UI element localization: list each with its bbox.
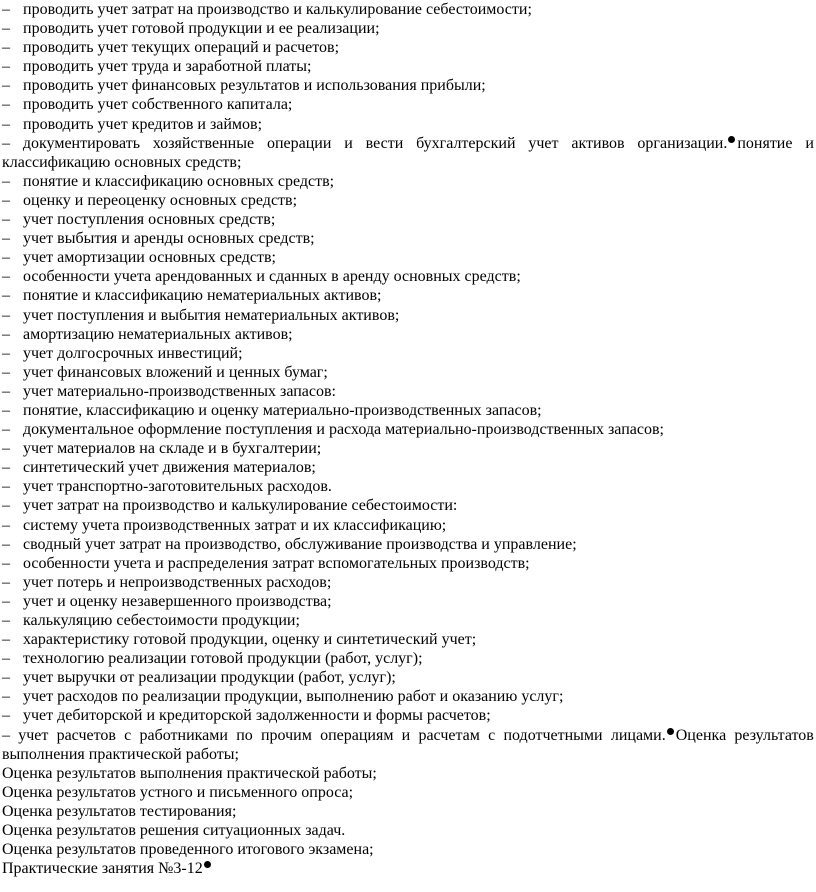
list-dash: –	[2, 249, 10, 267]
justified-list-item	[2, 134, 814, 153]
list-dash: –	[2, 516, 10, 534]
list-dash: –	[2, 612, 10, 629]
list-item-text: проводить учет кредитов и займов;	[23, 115, 263, 133]
continuation-line: выполнения практической работы;	[2, 745, 239, 763]
word: и	[401, 726, 411, 744]
list-item-text: оценку и переоценку основных средств;	[23, 191, 298, 209]
list-dash: –	[2, 440, 10, 458]
word: операции	[266, 134, 332, 152]
bullet-icon	[728, 136, 735, 143]
list-item-text: учет потерь и непроизводственных расходов;	[23, 573, 332, 591]
list-item	[2, 516, 814, 535]
word: вести	[365, 134, 404, 152]
word: –	[2, 726, 10, 744]
word: учет	[528, 134, 559, 152]
list-item	[2, 535, 814, 554]
list-dash: –	[2, 631, 10, 649]
list-dash: –	[2, 344, 10, 362]
list-item	[2, 325, 814, 344]
word: и	[344, 134, 353, 152]
list-item	[2, 0, 814, 19]
list-dash: –	[2, 707, 10, 725]
list-item-text: технологию реализации готовой продукции (работ, услуг);	[23, 650, 423, 668]
list-dash: –	[2, 363, 10, 381]
list-item-text: особенности учета арендованных и сданных в аренду основных средств;	[23, 268, 521, 286]
assessment-line: Оценка результатов проведенного итогового экзамена;	[2, 841, 374, 859]
list-dash: –	[2, 77, 10, 95]
list-item-text: учет дебиторской и кредиторской задолженности и формы расчетов;	[23, 707, 491, 725]
word: прочим	[260, 726, 312, 744]
list-dash: –	[2, 688, 10, 706]
list-item	[2, 191, 814, 210]
list-dash: –	[2, 39, 10, 57]
list-item-text: учет амортизации основных средств;	[23, 249, 276, 267]
word: –	[2, 134, 10, 152]
list-dash: –	[2, 592, 10, 610]
list-item	[2, 573, 814, 592]
word: с	[488, 726, 496, 744]
list-item	[2, 344, 814, 363]
word: операциям	[320, 726, 394, 744]
list-item	[2, 363, 814, 382]
list-dash: –	[2, 478, 10, 496]
list-dash: –	[2, 382, 10, 400]
list-item	[2, 611, 814, 630]
word: Оценка	[675, 726, 727, 744]
list-item	[2, 38, 814, 57]
list-dash: –	[2, 401, 10, 419]
assessment-line: Оценка результатов решения ситуационных задач.	[2, 822, 346, 840]
list-item	[2, 401, 814, 420]
list-item-text: проводить учет готовой продукции и ее реализации;	[23, 20, 380, 38]
word-with-bullet	[637, 134, 792, 153]
justified-list-item	[2, 726, 814, 745]
list-item	[2, 267, 814, 286]
list-item-text: учет материально-производственных запасов:	[23, 382, 336, 400]
list-item	[2, 630, 814, 649]
list-dash: –	[2, 191, 10, 209]
list-item	[2, 229, 814, 248]
word: расчетов	[56, 726, 116, 744]
list-dash: –	[2, 497, 10, 515]
list-item-text: характеристику готовой продукции, оценку и синтетический учет;	[23, 631, 477, 649]
list-item-text: проводить учет текущих операций и расчетов;	[23, 39, 340, 57]
list-item-text: проводить учет труда и заработной платы;	[23, 58, 312, 76]
list-item-text: понятие и классификацию нематериальных активов;	[23, 287, 382, 305]
list-dash: –	[2, 211, 10, 229]
list-item-text: документальное оформление поступления и расхода материально-производственных запасов;	[23, 421, 664, 439]
word: с	[124, 726, 132, 744]
list-dash: –	[2, 669, 10, 687]
word: документировать	[22, 134, 140, 152]
list-item-text: амортизацию нематериальных активов;	[23, 325, 293, 343]
list-item-text: понятие и классификацию основных средств;	[23, 172, 335, 190]
list-item	[2, 210, 814, 229]
list-item-text: калькуляцию себестоимости продукции;	[23, 612, 300, 629]
list-item-text: учет долгосрочных инвестиций;	[23, 344, 243, 362]
list-item	[2, 19, 814, 38]
list-item	[2, 496, 814, 515]
bullet-icon	[667, 728, 674, 735]
list-item	[2, 649, 814, 668]
list-dash: –	[2, 268, 10, 286]
bullet-icon	[204, 861, 211, 868]
list-item-text: проводить учет затрат на производство и калькулирование себестоимости;	[23, 1, 532, 18]
practical-sessions-text: Практические занятия №3-12	[2, 860, 203, 878]
list-dash: –	[2, 58, 10, 76]
list-item	[2, 248, 814, 267]
list-dash: –	[2, 172, 10, 190]
list-dash: –	[2, 115, 10, 133]
word: активов	[571, 134, 625, 152]
list-dash: –	[2, 1, 10, 18]
practical-sessions-line	[2, 859, 814, 878]
list-item	[2, 172, 814, 191]
list-item-text: учет расходов по реализации продукции, выполнению работ и оказанию услуг;	[23, 688, 564, 706]
word: по	[236, 726, 253, 744]
list-item-text: учет выбытия и аренды основных средств;	[23, 230, 315, 248]
list-item	[2, 115, 814, 134]
list-dash: –	[2, 230, 10, 248]
list-item-text: учет поступления основных средств;	[23, 211, 276, 229]
list-dash: –	[2, 96, 10, 114]
list-item	[2, 76, 814, 95]
word-with-bullet	[611, 726, 726, 745]
list-item	[2, 439, 814, 458]
list-dash: –	[2, 459, 10, 477]
word: понятие	[737, 134, 793, 152]
word: работниками	[139, 726, 228, 744]
list-item	[2, 95, 814, 114]
list-item	[2, 458, 814, 477]
list-item-text: учет материалов на складе и в бухгалтерии;	[23, 440, 322, 458]
list-item	[2, 706, 814, 725]
list-dash: –	[2, 20, 10, 38]
word: расчетам	[418, 726, 480, 744]
list-item-text: учет финансовых вложений и ценных бумаг;	[23, 363, 328, 381]
word: хозяйственные	[152, 134, 255, 152]
list-item	[2, 477, 814, 496]
list-item-text: учет выручки от реализации продукции (работ, услуг);	[23, 669, 396, 687]
list-item	[2, 554, 814, 573]
list-item-text: учет затрат на производство и калькулирование себестоимости:	[23, 497, 458, 515]
word: учет	[18, 726, 49, 744]
list-dash: –	[2, 650, 10, 668]
document-body	[2, 0, 814, 878]
list-item-text: учет поступления и выбытия нематериальных активов;	[23, 306, 400, 324]
assessment-line: Оценка результатов выполнения практической работы;	[2, 764, 377, 782]
list-item	[2, 382, 814, 401]
list-dash: –	[2, 554, 10, 572]
word: лицами.	[610, 726, 666, 744]
list-item	[2, 306, 814, 325]
list-item	[2, 420, 814, 439]
list-item-text: учет и оценку незавершенного производства;	[23, 592, 332, 610]
list-item-text: особенности учета и распределения затрат вспомогательных производств;	[23, 554, 530, 572]
word: организации.	[637, 134, 728, 152]
list-dash: –	[2, 535, 10, 553]
word: подотчетными	[503, 726, 603, 744]
list-item	[2, 286, 814, 305]
continuation-line: классификацию основных средств;	[2, 153, 242, 171]
assessment-line: Оценка результатов устного и письменного опроса;	[2, 783, 354, 801]
list-dash: –	[2, 306, 10, 324]
word: и	[805, 134, 814, 152]
list-item	[2, 687, 814, 706]
list-item-text: систему учета производственных затрат и их классификацию;	[23, 516, 447, 534]
list-item-text: проводить учет собственного капитала;	[23, 96, 293, 114]
assessment-line: Оценка результатов тестирования;	[2, 802, 237, 820]
list-dash: –	[2, 325, 10, 343]
list-item-text: проводить учет финансовых результатов и использования прибыли;	[23, 77, 486, 95]
list-item-text: понятие, классификацию и оценку материально-производственных запасов;	[23, 401, 542, 419]
word: бухгалтерский	[416, 134, 516, 152]
list-item	[2, 57, 814, 76]
list-item	[2, 592, 814, 611]
word: результатов	[734, 726, 814, 744]
list-dash: –	[2, 421, 10, 439]
list-item	[2, 668, 814, 687]
list-dash: –	[2, 287, 10, 305]
list-item-text: синтетический учет движения материалов;	[23, 459, 316, 477]
list-dash: –	[2, 573, 10, 591]
list-item-text: сводный учет затрат на производство, обслуживание производства и управление;	[23, 535, 577, 553]
list-item-text: учет транспортно-заготовительных расходов.	[23, 478, 332, 496]
